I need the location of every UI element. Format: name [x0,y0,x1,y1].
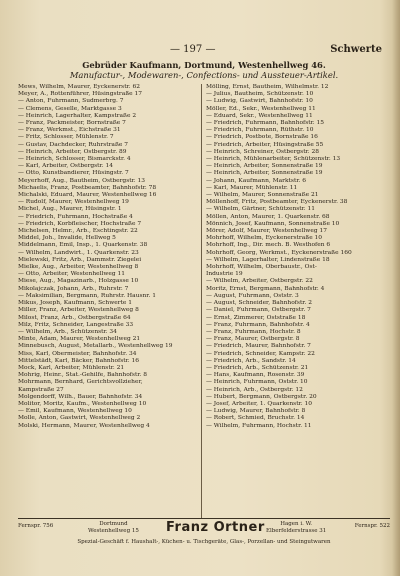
directory-entry: — Wilhelm, Gärtner, Schützenstr. 11 [206,206,316,213]
banner-line-1: Gebrüder Kaufmann, Dortmund, Westenhellweg 46. [82,60,326,70]
directory-entry: Mohrig, Heinr., Stat.-Gehilfe, Bahnhofstr. 8 [18,372,147,379]
directory-entry: — Heinrich, Mühlenarbeiter, Schützenstr. 13 [206,156,341,163]
left-column [18,84,198,518]
directory-entry: — Hubert, Bergmann, Ostbergstr. 20 [206,393,317,400]
footer-city [88,521,139,534]
directory-entry: — Wilhelm, Arbeiter, Ostbergstr. 22 [206,278,313,285]
directory-entry: — Daniel, Fuhrmann, Ostbergstr. 7 [206,307,311,314]
directory-entry: — Wilhelm, Fuhrmann, Hochstr. 11 [206,422,312,429]
directory-entry: Molgendorff, Wilh., Bauer, Bahnhofstr. 34 [18,393,143,400]
directory-entry: Molski, Hermann, Maurer, Westenhellweg 4 [18,422,150,429]
directory-entry: Miller, Franz, Arbeiter, Westenhellweg 8 [18,307,139,314]
directory-columns [18,84,390,518]
directory-entry: Molle, Anton, Gastwirt, Westenhellweg 2 [18,415,141,422]
directory-entry: — Heinrich, Schlosser, Bismarckstr. 4 [18,156,131,163]
directory-entry: Middelmann, Emil, Insp., 1. Quarkenstr. 38 [18,242,148,249]
directory-entry: — August, Schneider, Bahnhofstr. 2 [206,300,312,307]
directory-entry: — Heinrich, Fuhrmann, Oststr. 10 [206,379,308,386]
directory-entry: Mohrmann, Bernhard, Gerichtsvollzieher, [18,379,143,386]
directory-entry: — Heinrich, Schreiner, Ostbergstr. 28 [206,148,319,155]
directory-entry: — Friedrich, Postbote, Bornstraße 16 [206,134,318,141]
footer-tagline: Spezial-Geschäft f. Haushalt-, Küchen- u. Tischgeräte, Glas-, Porzellan- und Steingutwaren [77,539,331,545]
directory-entry: Industrie 19 [206,271,243,278]
directory-entry: — Josef, Arbeiter, 1. Quarkenstr. 10 [206,400,312,407]
directory-entry: — Karl, Arbeiter, Ostbergstr. 14 [18,163,113,170]
footer-address-line-2: Elberfelderstrasse 31 [266,527,327,534]
banner-line-2: Manufactur-, Modewaren-, Confections- und Aussteuer-Artikel. [69,70,339,80]
directory-entry: — Eduard, Sekr., Westenhellweg 11 [206,112,313,119]
directory-entry: — Friedrich, Fuhrmann, Hochstraße 4 [18,213,133,220]
directory-entry: Middel, Joh., Invalide, Hellweg 5 [18,235,116,242]
column-divider [201,84,202,518]
footer-address-line-1: Hagen i. W. [280,521,313,527]
directory-entry: Mohrhoff, Ing., Dir. mech. B. Westhofen 6 [206,242,331,249]
directory-entry: Minte, Adam, Maurer, Westenhellweg 21 [18,336,141,343]
directory-entry: Michaelis, Franz, Postbeamter, Bahnhofstr. 78 [18,184,157,191]
directory-entry: Meyer, A., Rottenführer, Hüsingstraße 17 [18,91,143,98]
footer-address [266,521,326,534]
directory-entry: — Friedrich, Fuhrmann, Rüthstr. 10 [206,127,314,134]
directory-entry: Mörer, Adolf, Maurer, Westenhellweg 17 [206,228,327,235]
directory-entry: Michel, Aug., Maurer, Hüsingstr. 1 [18,206,122,213]
directory-entry: — Julius, Bautheim, Schützenstr. 10 [206,91,314,98]
directory-entry: — Franz, Fuhrmann, Hochstr. 8 [206,328,301,335]
directory-entry: — Fritz, Schlosser, Mühlenstr. 7 [18,134,114,141]
directory-entry: Möllenhoff, Fritz, Postbeamter, Eyckenerstr. 38 [206,199,348,206]
directory-entry: — Gustav, Dachdecker, Ruhrstraße 7 [18,141,128,148]
directory-entry: — Heinrich, Arbeiter, Sonnenstraße 19 [206,163,323,170]
advertisement-banner [18,60,390,80]
footer-phone-right: Fernspr. 522 [354,523,390,529]
directory-entry: — Maksimilian, Bergmann, Ruhrstr. Hausnr. 1 [18,292,156,299]
directory-entry: — Ernst, Zimmerer, Oststraße 18 [206,314,306,321]
page-edge-shadow [392,0,400,576]
directory-entry: Mock, Karl, Arbeiter, Mühlenstr. 21 [18,364,125,371]
directory-entry: — Rudolf, Maurer, Westenhellweg 19 [18,199,129,206]
directory-entry: Moritz, Ernst, Bergmann, Bahnhofstr. 4 [206,285,325,292]
directory-entry: — Heinrich, Arbeiter, Ostbergstr. 89 [18,148,127,155]
directory-entry: — Karl, Maurer, Mühlenstr. 11 [206,184,298,191]
directory-entry: — Franz, Packmeister, Bornstraße 7 [18,120,126,127]
directory-entry: — Wilhelm, Arb., Schützenstr. 34 [18,328,117,335]
directory-entry: — Heinrich, Arb., Ostbergstr. 12 [206,386,303,393]
directory-entry: Michelsen, Helmr., Arb., Eschtingstr. 22 [18,228,138,235]
directory-entry: Milost, Franz, Arb., Ostbergstraße 64 [18,314,131,321]
directory-entry: — Otto, Arbeiter, Westenhellweg 11 [18,271,126,278]
directory-entry: Milz, Fritz, Schneider, Langestraße 33 [18,321,134,328]
right-column [206,84,386,518]
page-number: — 197 — [170,44,216,55]
directory-entry: Mielewski, Fritz, Arb., Dammstr. Ziegelei [18,256,142,263]
directory-entry: Mohrhoff, Wilhelm, Eyckenerstraße 10 [206,235,323,242]
directory-entry: Möllen, Anton, Maurer, 1. Quarkenstr. 68 [206,213,330,220]
directory-entry: — Otto, Kunstbandierer, Hüsingstr. 7 [18,170,129,177]
footer-brand: Franz Ortner [166,520,265,535]
directory-entry: — Friedrich, Schneider, Kampstr. 22 [206,350,315,357]
directory-entry: — Wilhelm, Lagerhalter, Lindenstraße 18 [206,256,330,263]
directory-entry: Kampstraße 27 [18,386,64,393]
directory-entry: Meyerhoff, Aug., Bautheim, Ostbergstr. 13 [18,177,146,184]
directory-entry: Minnebusch, August, Metallarb., Westenhellweg 19 [18,343,173,350]
directory-entry: — Franz, Fuhrmann, Bahnhofstr. 4 [206,321,310,328]
directory-entry: — Emil, Kaufmann, Westenhellweg 10 [18,408,132,415]
directory-entry: — Friedrich, Arb., Sandstr. 14 [206,357,296,364]
directory-entry: Mohrhoff, Georg, Werkmst., Eyckenerstraße 160 [206,249,352,256]
directory-entry: Mikus, Joseph, Kaufmann, Schwerte 1 [18,300,133,307]
directory-entry: Mielke, Aug., Arbeiter, Westenhellweg 8 [18,264,139,271]
directory-entry: — Heinrich, Arbeiter, Sonnenstraße 19 [206,170,323,177]
directory-entry: — Hans, Kaufmann, Rosenstr. 39 [206,372,305,379]
directory-entry: — Wilhelm, Landwirt., 1. Quarkenstr. 23 [18,249,139,256]
directory-entry: Mittelstädt, Karl, Bäcker, Bahnhofstr. 16 [18,357,140,364]
directory-entry: — Franz, Maurer, Ostbergstr. 8 [206,336,300,343]
directory-entry: Mews, Wilhelm, Maurer, Eyckenerstr. 62 [18,84,140,90]
footer-city-line-2: Westenhellweg 15 [88,527,139,534]
directory-entry: — Franz, Werkmst., Eichstraße 31 [18,127,121,134]
directory-entry: — Ludwig, Maurer, Bahnhofstr. 8 [206,408,306,415]
directory-entry: — Friedrich, Fuhrmann, Bahnhofstr. 15 [206,120,325,127]
directory-entry: Michalski, Eduard, Maurer, Westenhellweg 16 [18,192,157,199]
directory-entry: Mikolajczak, Johann, Arb., Ruhrstr. 7 [18,285,129,292]
page-header [20,44,388,58]
directory-entry: — August, Fuhrmann, Oststr. 3 [206,292,299,299]
directory-entry: — Friedrich, Arbeiter, Hüsingstraße 55 [206,141,324,148]
directory-entry: — Friedrich, Korbfleischer, Hochstraße 7 [18,220,142,227]
directory-entry: Miss, Karl, Obermeister, Bahnhofstr. 34 [18,350,137,357]
directory-entry: — Friedrich, Maurer, Bahnhofstr. 7 [206,343,311,350]
directory-entry: Mönnich, Josef, Kaufmann, Sonnenstraße 10 [206,220,340,227]
directory-entry: — Robert, Schmied, Bruchstr. 14 [206,415,305,422]
directory-entry: — Friedrich, Arb., Schützenstr. 21 [206,364,309,371]
footer-advertisement [18,518,390,561]
footer-phone-left: Fernspr. 756 [18,523,54,529]
directory-entry: — Wilhelm, Maurer, Sonnenstraße 21 [206,192,319,199]
directory-entry: — Heinrich, Lagerhalter, Kampstraße 2 [18,112,137,119]
footer-city-line-1: Dortmund [99,521,128,527]
directory-entry: — Anton, Fuhrmann, Sudmerbrg. 7 [18,98,124,105]
directory-entry: Mölling, Ernst, Bautheim, Wilhelmstr. 12 [206,84,329,90]
directory-entry: — Ludwig, Gastwirt, Bahnhofstr. 10 [206,98,313,105]
directory-entry: Molitor, Moritz, Kaufm., Westenhellweg 10 [18,400,147,407]
section-title: Schwerte [330,44,382,55]
directory-entry: Mohrhoff, Wilhelm, Oberbaustr., Ost- [206,264,317,271]
directory-entry: Miese, Aug., Magazinarb., Holzgasse 10 [18,278,139,285]
directory-entry: Möller, Ed., Sekr., Westenhellweg 11 [206,105,316,112]
directory-entry: — Clemens, Geselle, Marktgasse 3 [18,105,122,112]
directory-entry: — Johann, Kaufmann, Marktstr. 6 [206,177,306,184]
